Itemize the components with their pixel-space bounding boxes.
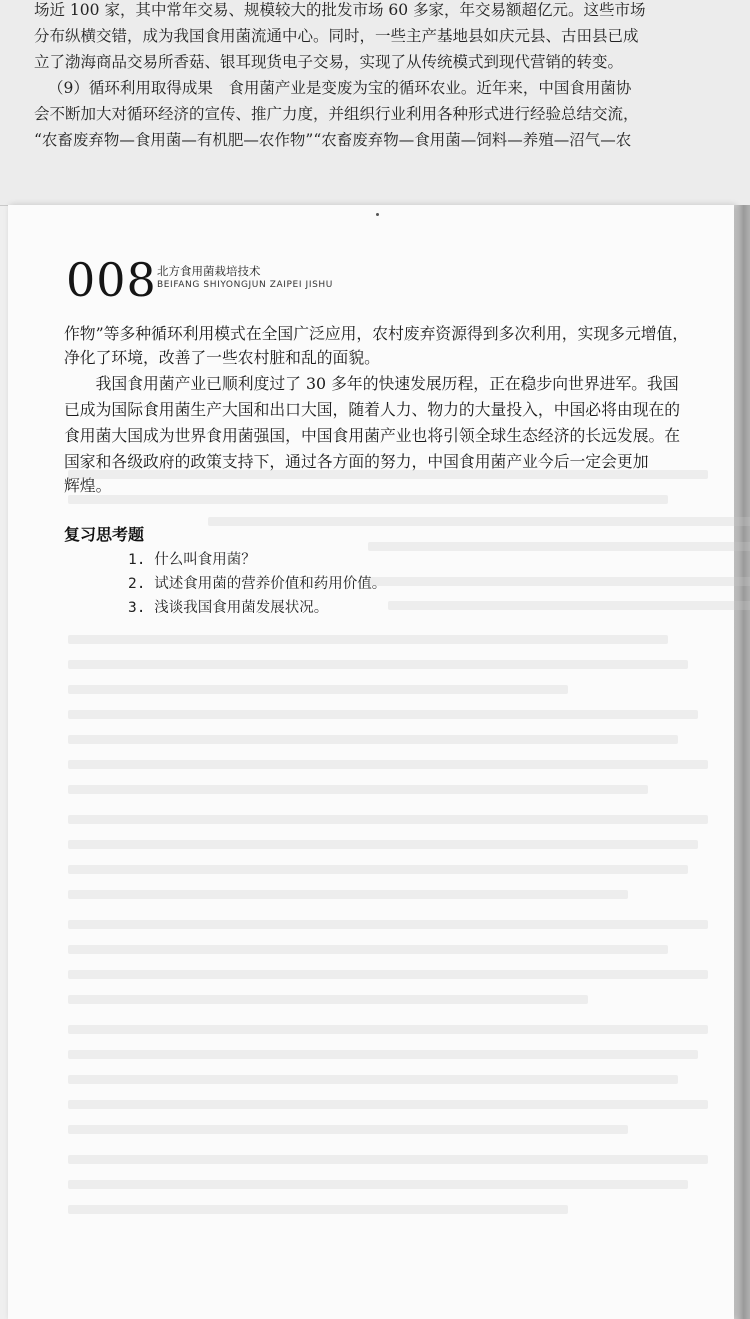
book-page (8, 205, 734, 1319)
previous-page-line: 立了渤海商品交易所香菇、银耳现货电子交易，实现了从传统模式到现代营销的转变。 (34, 53, 624, 71)
body-line: 国家和各级政府的政策支持下，通过各方面的努力，中国食用菌产业今后一定会更加 (64, 452, 649, 471)
previous-page-line: （9）循环利用取得成果 食用菌产业是变废为宝的循环农业。近年来，中国食用菌协 (48, 79, 632, 97)
review-question: 3. 浅谈我国食用菌发展状况。 (128, 600, 329, 616)
review-question: 2. 试述食用菌的营养价值和药用价值。 (128, 576, 387, 592)
body-line: 食用菌大国成为世界食用菌强国，中国食用菌产业也将引领全球生态经济的长远发展。在 (64, 426, 681, 445)
body-line: 作物”等多种循环利用模式在全国广泛应用，农村废弃资源得到多次利用，实现多元增值， (64, 324, 689, 343)
running-head-title: 北方食用菌栽培技术 (157, 264, 261, 278)
previous-page-line: 场近 100 家，其中常年交易、规模较大的批发市场 60 多家，年交易额超亿元。这些市场 (34, 1, 646, 19)
page-number: 008 (66, 253, 157, 307)
body-line: 净化了环境，改善了一些农村脏和乱的面貌。 (64, 348, 380, 367)
running-head-pinyin: BEIFANG SHIYONGJUN ZAIPEI JISHU (157, 280, 333, 290)
previous-page (0, 0, 750, 206)
previous-page-line: 会不断加大对循环经济的宣传、推广力度，并组织行业利用各种形式进行经验总结交流， (34, 105, 639, 123)
page-speck (376, 213, 379, 216)
page-edge (734, 205, 750, 1319)
previous-page-line: 分布纵横交错，成为我国食用菌流通中心。同时，一些主产基地县如庆元县、古田县已成 (34, 27, 639, 45)
review-question: 1. 什么叫食用菌？ (128, 552, 256, 568)
body-line: 我国食用菌产业已顺利度过了 30 多年的快速发展历程，正在稳步向世界进军。我国 (64, 374, 679, 393)
body-line: 已成为国际食用菌生产大国和出口大国，随着人力、物力的大量投入，中国必将由现在的 (64, 400, 681, 419)
body-line: 辉煌。 (64, 476, 112, 495)
review-section-title: 复习思考题 (64, 525, 145, 544)
previous-page-line: “农畜废弃物—食用菌—有机肥—农作物”“农畜废弃物—食用菌—饲料—养殖—沼气—农 (34, 131, 632, 149)
